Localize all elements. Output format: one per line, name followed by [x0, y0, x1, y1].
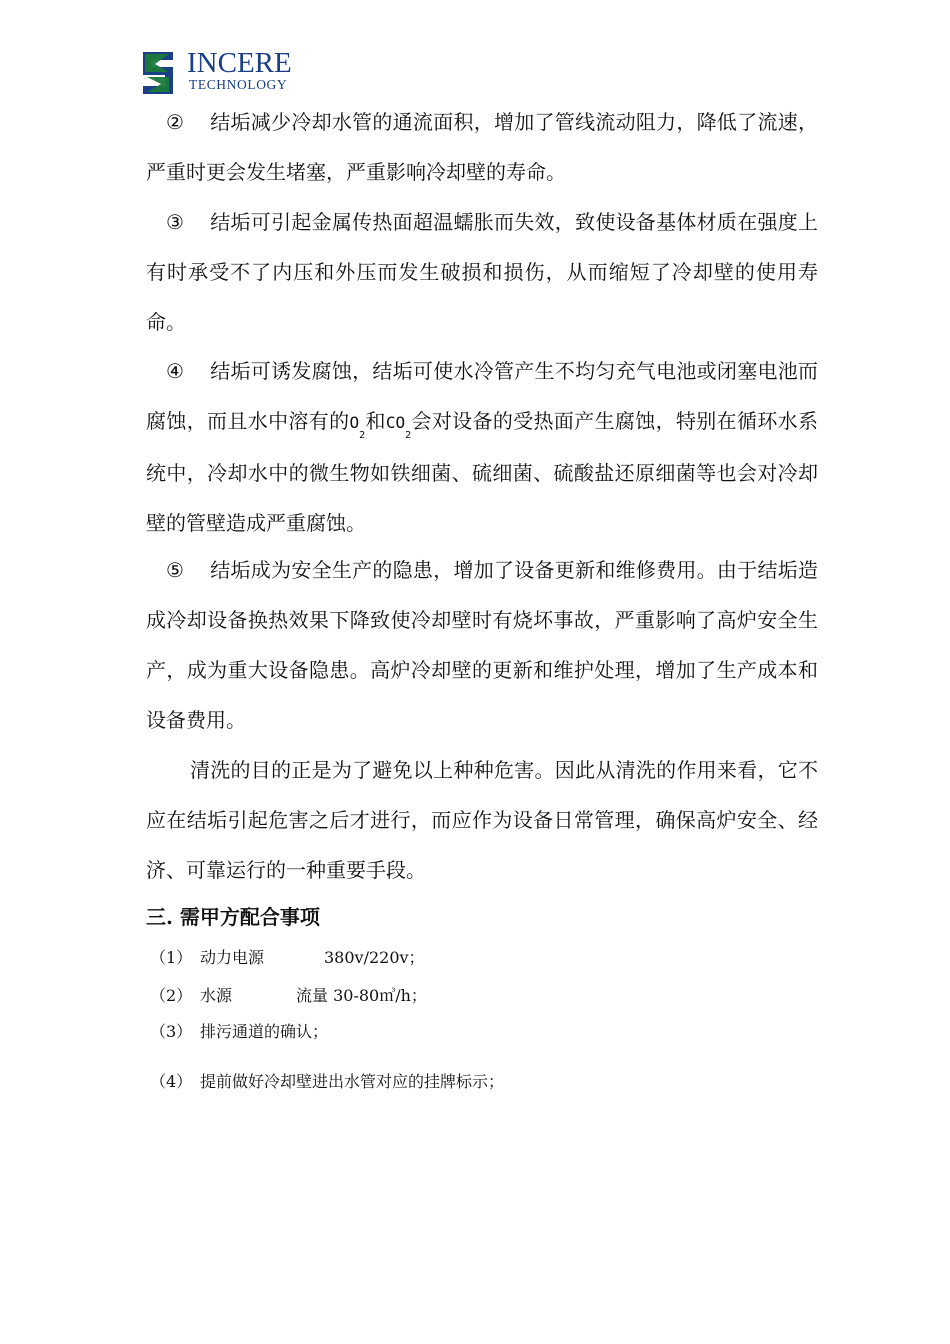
requirement-item — [150, 1021, 328, 1043]
conclusion-paragraph — [146, 745, 818, 895]
item-label: 动力电源 — [200, 948, 265, 967]
item-value: 380v/220v； — [324, 948, 425, 967]
paragraph-text: 结垢成为安全生产的隐患，增加了设备更新和维修费用。由于结垢造成冷却设备换热效果下降致使冷却壁时有烧坏事故，严重影响了高炉安全生产，成为重大设备隐患。高炉冷却壁的更新和维护处理，增加了生产成本和设备费用。 — [146, 558, 818, 732]
requirement-item — [150, 1071, 504, 1093]
paragraph-text: 结垢可诱发腐蚀，结垢可使水冷管产生不均匀充气电池或闭塞电池而腐蚀，而且水中溶有的 — [146, 359, 818, 433]
logo-name: INCERE — [187, 47, 292, 79]
item-number: （2） — [150, 986, 193, 1005]
paragraph-number: ④ — [166, 359, 184, 383]
paragraph-number: ② — [166, 110, 184, 134]
item-label: 排污通道的确认； — [200, 1022, 329, 1041]
paragraph-text-continued: 会对设备的受热面产生腐蚀，特别在循环水系统中，冷却水中的微生物如铁细菌、硫细菌、硫酸盐还原细菌等也会对冷却壁的管壁造成严重腐蚀。 — [146, 409, 819, 535]
company-logo — [143, 47, 313, 96]
item-number: （3） — [150, 1022, 193, 1041]
paragraph-text: 结垢减少冷却水管的通流面积，增加了管线流动阻力，降低了流速，严重时更会发生堵塞，严重影响冷却壁的寿命。 — [146, 110, 818, 184]
paragraph-text: 清洗的目的正是为了避免以上种种危害。因此从清洗的作用来看，它不应在结垢引起危害之后才进行，而应作为设备日常管理，确保高炉安全、经济、可靠运行的一种重要手段。 — [146, 758, 818, 882]
paragraph-4 — [146, 346, 818, 548]
logo-mark-icon — [143, 52, 189, 94]
item-value: 流量 30-80㎥/h； — [296, 986, 427, 1005]
paragraph-number: ③ — [166, 210, 184, 234]
paragraph-number: ⑤ — [166, 558, 184, 582]
section-heading: 三. 需甲方配合事项 — [146, 905, 320, 929]
item-label: 提前做好冷却壁进出水管对应的挂牌标示； — [200, 1072, 505, 1091]
paragraph-text: 结垢可引起金属传热面超温蠕胀而失效，致使设备基体材质在强度上有时承受不了内压和外压而发生破损和损伤，从而缩短了冷却壁的使用寿命。 — [146, 210, 818, 334]
oxygen-formula: $O_2$ — [349, 413, 366, 441]
item-label: 水源 — [200, 986, 233, 1005]
item-number: （4） — [150, 1072, 193, 1091]
requirement-item — [150, 947, 425, 969]
item-number: （1） — [150, 948, 193, 967]
co2-formula: $CO_2$ — [385, 413, 412, 441]
paragraph-3 — [146, 197, 818, 347]
logo-subtitle: TECHNOLOGY — [189, 77, 288, 92]
requirement-item — [150, 985, 427, 1007]
paragraph-5 — [146, 545, 818, 745]
paragraph-conjunction: 和 — [365, 409, 386, 433]
paragraph-2 — [146, 97, 818, 197]
